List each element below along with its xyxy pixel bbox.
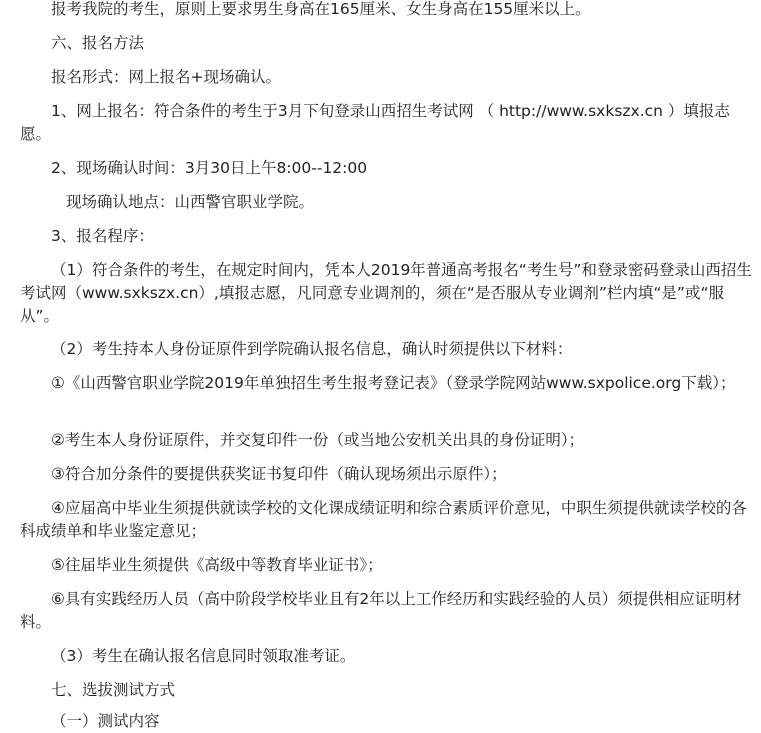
paragraph-registration-form: 报名形式：网上报名+现场确认。	[51, 68, 281, 86]
paragraph-online-registration: 1、网上报名：符合条件的考生于3月下旬登录山西招生考试网 （ http://www.sxkszx.cn ）填报志愿。	[20, 102, 730, 143]
list-item-material-3: ③符合加分条件的要提供获奖证书复印件（确认现场须出示原件）；	[51, 465, 507, 483]
paragraph-height-requirement: 报考我院的考生，原则上要求男生身高在165厘米、女生身高在155厘米以上。	[51, 0, 591, 18]
list-item-material-4: ④应届高中毕业生须提供就读学校的文化课成绩证明和综合素质评价意见，中职生须提供就读学校的各科成绩单和毕业鉴定意见；	[20, 499, 747, 540]
paragraph-procedure-step-2: （2）考生持本人身份证原件到学院确认报名信息，确认时须提供以下材料：	[51, 340, 573, 358]
list-item-material-2: ②考生本人身份证原件，并交复印件一份（或当地公安机关出具的身份证明）；	[51, 431, 585, 449]
list-item-material-1: ①《山西警官职业学院2019年单独招生考生报考登记表》（登录学院网站www.sxpolice.org下载）；	[51, 374, 736, 392]
paragraph-registration-procedure: 3、报名程序：	[51, 227, 154, 245]
paragraph-confirmation-location: 现场确认地点：山西警官职业学院。	[66, 193, 315, 211]
section-heading-selection-test: 七、选拔测试方式	[51, 681, 176, 699]
section-heading-registration-method: 六、报名方法	[51, 34, 145, 52]
paragraph-procedure-step-3: （3）考生在确认报名信息同时领取准考证。	[51, 647, 356, 665]
list-item-material-6: ⑥具有实践经历人员（高中阶段学校毕业且有2年以上工作经历和实践经验的人员）须提供相应证明材料。	[20, 590, 742, 631]
paragraph-confirmation-time: 2、现场确认时间：3月30日上午8:00--12:00	[51, 159, 368, 177]
list-item-material-5: ⑤往届毕业生须提供《高级中等教育毕业证书》；	[51, 556, 383, 574]
paragraph-procedure-step-1: （1）符合条件的考生，在规定时间内，凭本人2019年普通高考报名“考生号”和登录密码登录山西招生考试网（www.sxkszx.cn）,填报志愿，凡同意专业调剂的，须在“是否服从专业调剂”栏内填“是”或“服从”。	[20, 261, 752, 325]
subsection-heading-test-content: （一）测试内容	[51, 712, 160, 730]
